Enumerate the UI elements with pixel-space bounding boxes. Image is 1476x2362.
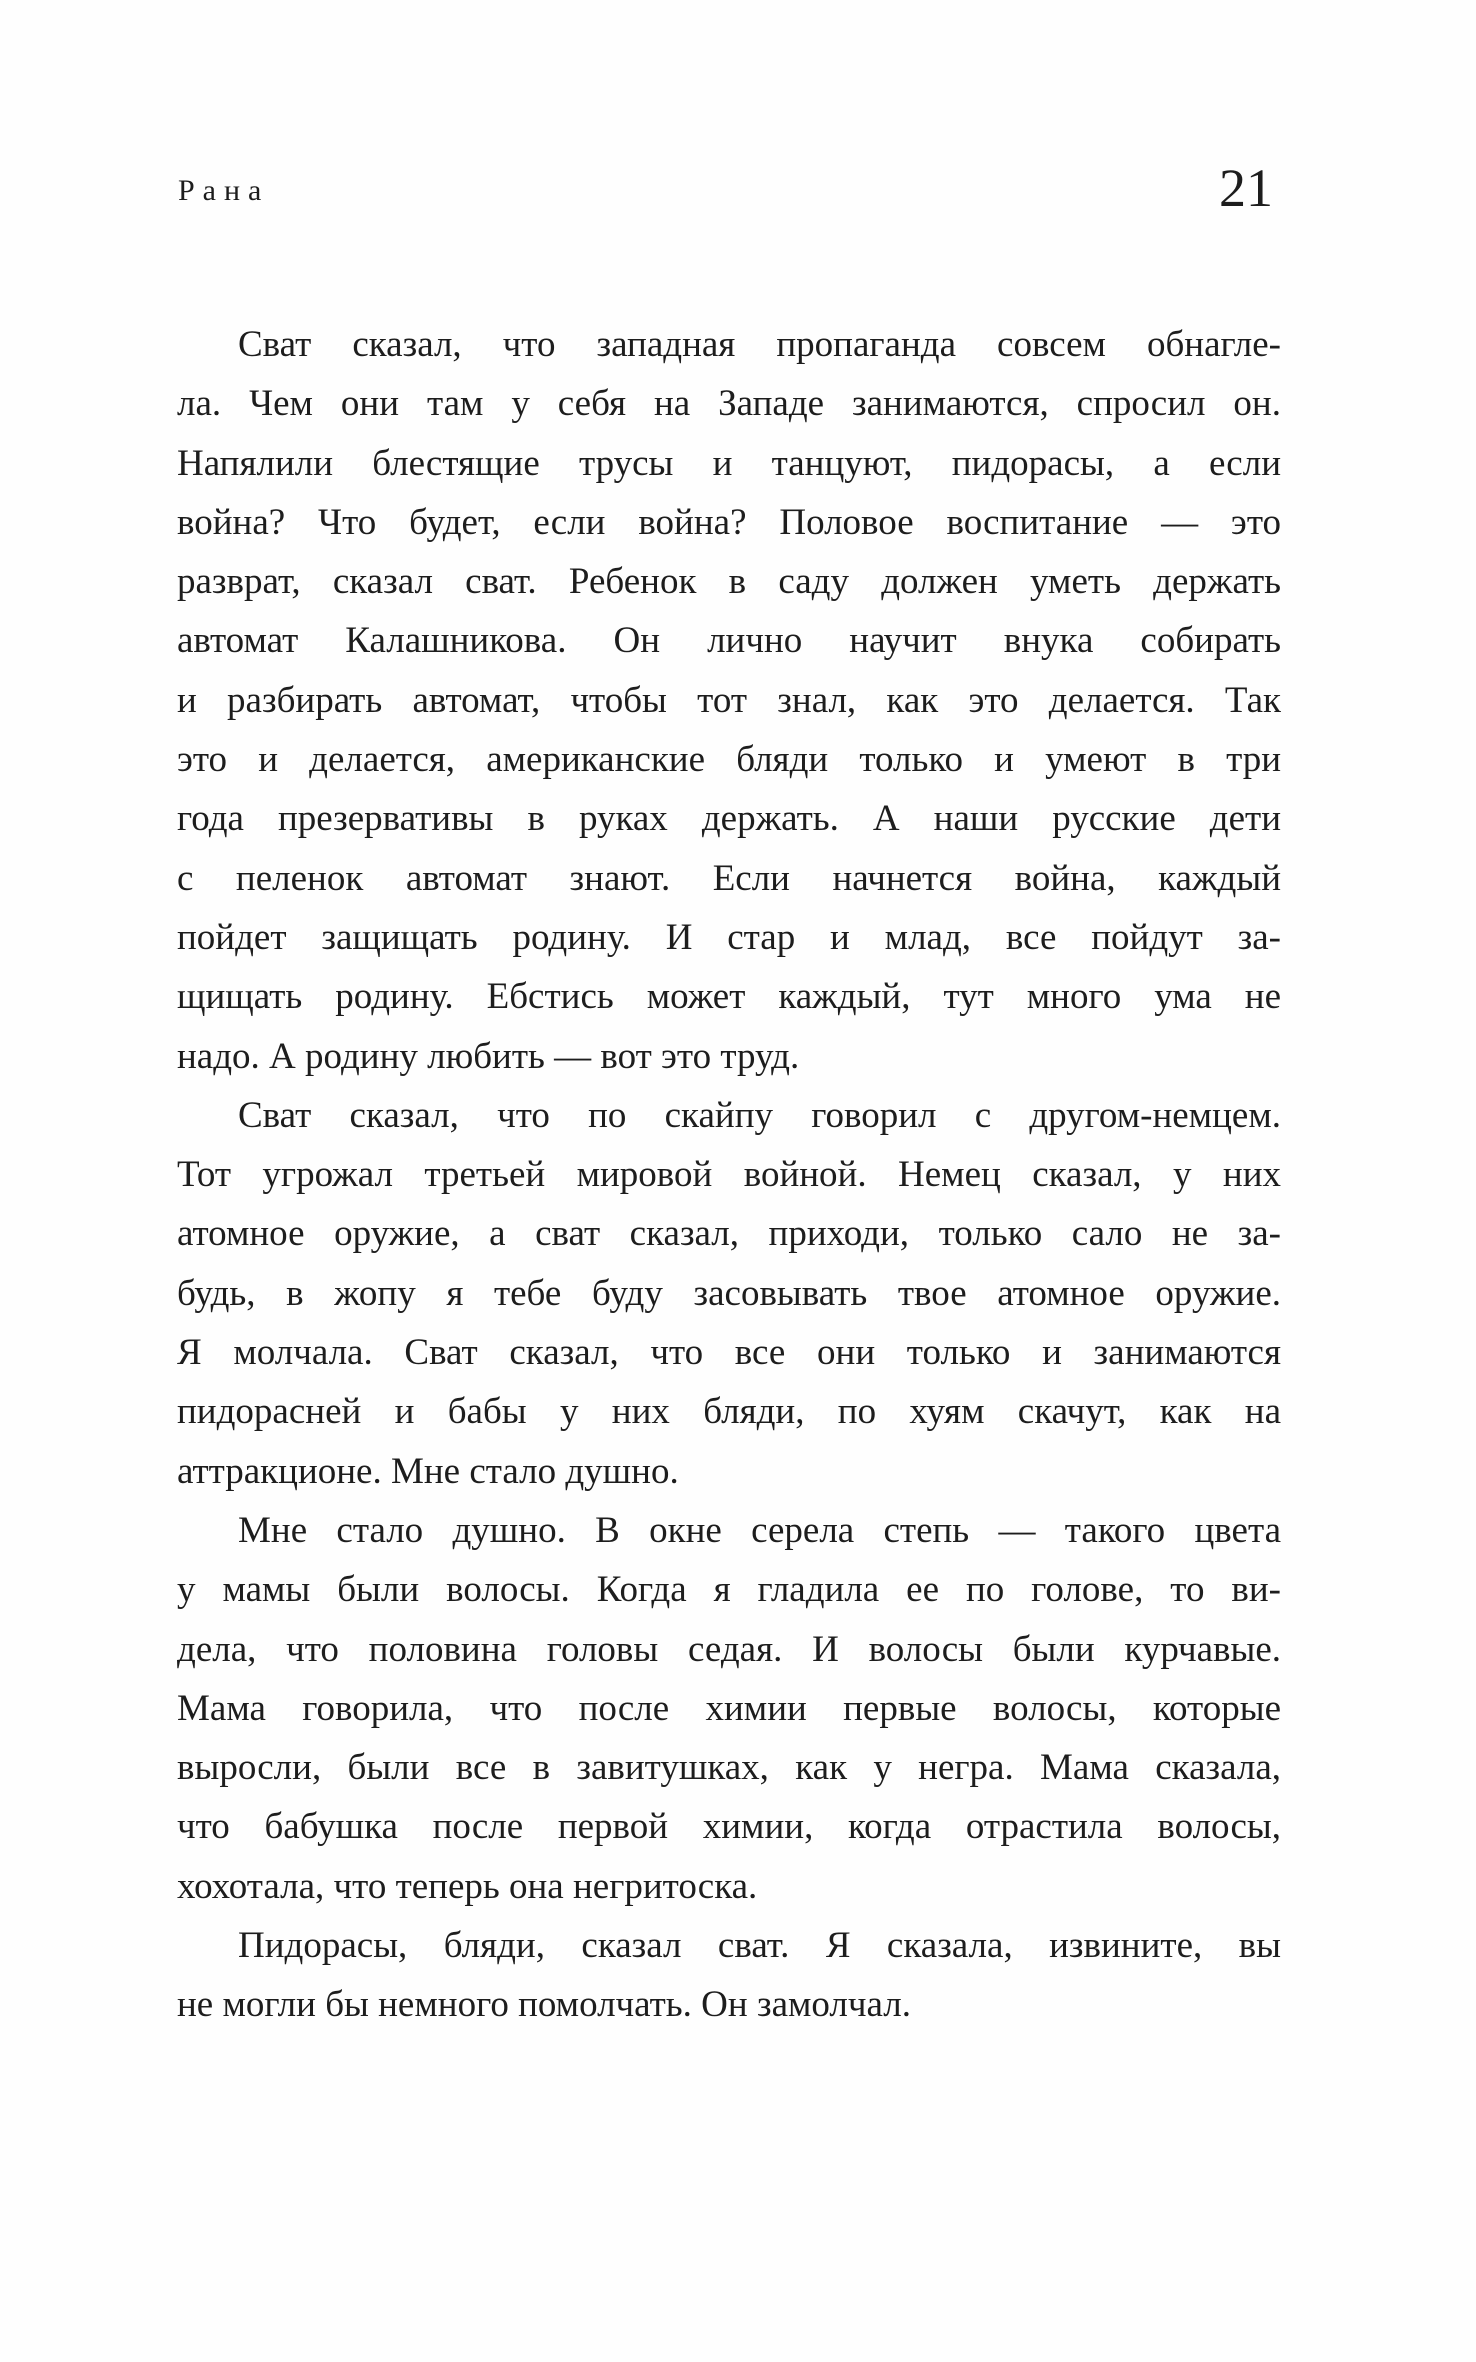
text-line: атомное оружие, а сват сказал, приходи, только сало не за- (177, 1213, 1281, 1255)
text-line: Напялили блестящие трусы и танцуют, пидорасы, а если (177, 442, 1281, 484)
text-line: это и делается, американские бляди только и умеют в три (177, 739, 1281, 781)
paragraph (177, 1086, 1281, 1501)
text-line: Я молчала. Сват сказал, что все они только и занимаются (177, 1332, 1281, 1374)
text-body (177, 315, 1281, 2035)
text-line: автомат Калашникова. Он лично научит внука собирать (177, 620, 1281, 662)
text-line: будь, в жопу я тебе буду засовывать твое атомное оружие. (177, 1272, 1281, 1314)
text-line: Сват сказал, что по скайпу говорил с другом-немцем. (238, 1094, 1281, 1136)
text-line: Тот угрожал третьей мировой войной. Немец сказал, у них (177, 1154, 1281, 1196)
text-line: Мама говорила, что после химии первые волосы, которые (177, 1687, 1281, 1729)
text-line: война? Что будет, если война? Половое воспитание — это (177, 501, 1281, 543)
paragraph (177, 1501, 1281, 1916)
text-line: хохотала, что теперь она негритоска. (177, 1865, 758, 1907)
text-line: Сват сказал, что западная пропаганда совсем обнагле- (238, 324, 1281, 365)
paragraph (177, 1916, 1281, 2035)
running-title: Рана (178, 174, 270, 207)
text-line: надо. А родину любить — вот это труд. (177, 1035, 800, 1077)
text-line: пойдет защищать родину. И стар и млад, все пойдут за- (177, 916, 1281, 958)
text-line: и разбирать автомат, чтобы тот знал, как это делается. Так (177, 679, 1281, 721)
text-line: разврат, сказал сват. Ребенок в саду должен уметь держать (177, 561, 1281, 603)
text-line: не могли бы немного помолчать. Он замолчал. (177, 1984, 911, 2026)
page-number: 21 (1219, 158, 1273, 218)
text-line: с пеленок автомат знают. Если начнется война, каждый (177, 857, 1281, 899)
text-line: у мамы были волосы. Когда я гладила ее по голове, то ви- (177, 1569, 1281, 1611)
text-line: пидорасней и бабы у них бляди, по хуям скачут, как на (177, 1391, 1281, 1433)
text-line: щищать родину. Ебстись может каждый, тут много ума не (177, 976, 1281, 1018)
text-line: Пидорасы, бляди, сказал сват. Я сказала, извините, вы (238, 1925, 1281, 1967)
text-line: что бабушка после первой химии, когда отрастила волосы, (177, 1806, 1281, 1848)
paragraph (177, 315, 1281, 1086)
text-line: дела, что половина головы седая. И волосы были курчавые. (177, 1628, 1281, 1670)
text-line: Мне стало душно. В окне серела степь — такого цвета (238, 1509, 1281, 1551)
text-line: аттракционе. Мне стало душно. (177, 1450, 679, 1492)
text-line: выросли, были все в завитушках, как у негра. Мама сказала, (177, 1747, 1281, 1789)
text-line: года презервативы в руках держать. А наши русские дети (177, 798, 1281, 840)
text-line: ла. Чем они там у себя на Западе занимаются, спросил он. (177, 383, 1281, 425)
